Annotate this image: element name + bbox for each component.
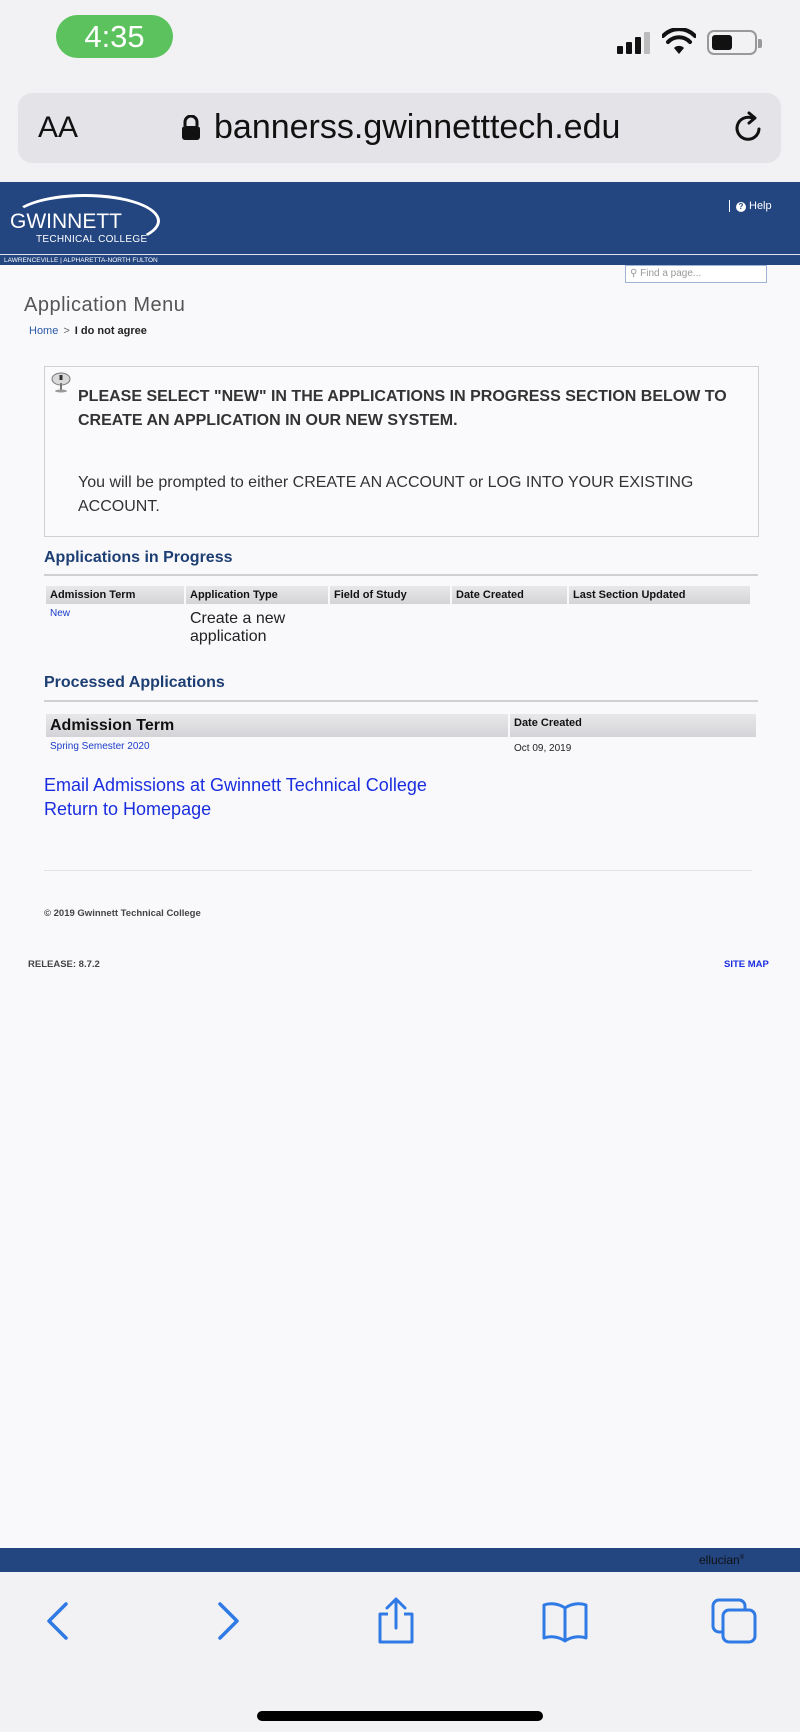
return-home-link[interactable]: Return to Homepage [44,799,212,819]
footer-bar [0,1548,800,1572]
site-map-link[interactable]: SITE MAP [724,959,769,970]
section-divider [44,574,758,576]
battery-icon [707,30,757,55]
address-bar[interactable] [18,93,781,163]
column-header: Date Created [510,714,756,737]
in-progress-table [44,586,752,650]
site-banner [0,182,800,265]
search-icon: ⚲ [630,268,638,279]
column-header: Date Created [452,586,567,604]
ellucian-logo: ellucian® [699,1553,745,1567]
processed-title: Processed Applications [44,674,225,691]
table-header-row [46,586,750,604]
info-notice [44,366,759,537]
bookmarks-icon[interactable] [540,1596,590,1646]
column-header: Field of Study [330,586,450,604]
help-link[interactable] [729,200,772,212]
breadcrumb-separator: > [63,325,70,337]
column-header: Admission Term [46,586,184,604]
lock-icon [181,115,201,141]
table-row [46,737,756,758]
notice-body: You will be prompted to either CREATE AN ACCOUNT or LOG INTO YOUR EXISTING ACCOUNT. [78,474,694,515]
find-page-placeholder: Find a page... [640,268,702,279]
wifi-icon [662,28,696,56]
application-type: Create a new application [190,610,286,645]
page-title: Application Menu [24,294,186,316]
forward-icon[interactable] [202,1596,252,1646]
footer-divider [44,870,752,871]
status-bar [0,0,800,84]
processed-date: Oct 09, 2019 [514,743,572,754]
table-header-row [46,714,756,737]
notice-headline: PLEASE SELECT "NEW" IN THE APPLICATIONS IN PROGRESS SECTION BELOW TO CREATE AN APPLICATION IN OUR NEW SYSTEM. [78,388,727,429]
breadcrumb-current: I do not agree [74,325,147,337]
share-icon[interactable] [371,1596,421,1646]
last-section-updated [569,604,750,650]
back-icon[interactable] [34,1596,84,1646]
processed-term-link[interactable]: Spring Semester 2020 [50,741,150,752]
home-indicator[interactable] [257,1711,543,1721]
find-page-input[interactable] [625,265,767,283]
breadcrumb-home[interactable]: Home [29,325,59,337]
breadcrumb [29,325,147,337]
college-logo[interactable] [10,194,165,256]
browser-toolbar [0,1572,800,1732]
logo-subtitle: TECHNICAL COLLEGE [36,234,148,245]
url-text[interactable]: bannerss.gwinnetttech.edu [214,108,621,146]
column-header: Application Type [186,586,328,604]
status-time[interactable]: 4:35 [56,15,173,58]
copyright: © 2019 Gwinnett Technical College [44,908,201,919]
text-size-button[interactable]: AA [38,111,79,144]
in-progress-title: Applications in Progress [44,549,233,566]
info-icon [51,371,71,393]
release-version: RELEASE: 8.7.2 [28,959,100,970]
browser-address-area [0,84,800,182]
column-header: Last Section Updated [569,586,750,604]
email-admissions-link[interactable]: Email Admissions at Gwinnett Technical College [44,775,427,795]
new-application-link[interactable]: New [50,608,71,619]
campus-list: LAWRENCEVILLE | ALPHARETTA-NORTH FULTON [4,257,158,264]
processed-table [44,714,758,758]
column-header: Admission Term [46,714,508,737]
table-row [46,604,750,650]
cellular-signal-icon [617,32,653,54]
help-icon: ? [736,202,746,212]
tabs-icon[interactable] [709,1596,759,1646]
logo-name: GWINNETT [10,210,122,233]
date-created [452,604,567,650]
help-label: Help [749,200,772,212]
section-divider [44,700,758,702]
reload-icon[interactable] [730,110,766,146]
field-of-study [330,604,450,650]
